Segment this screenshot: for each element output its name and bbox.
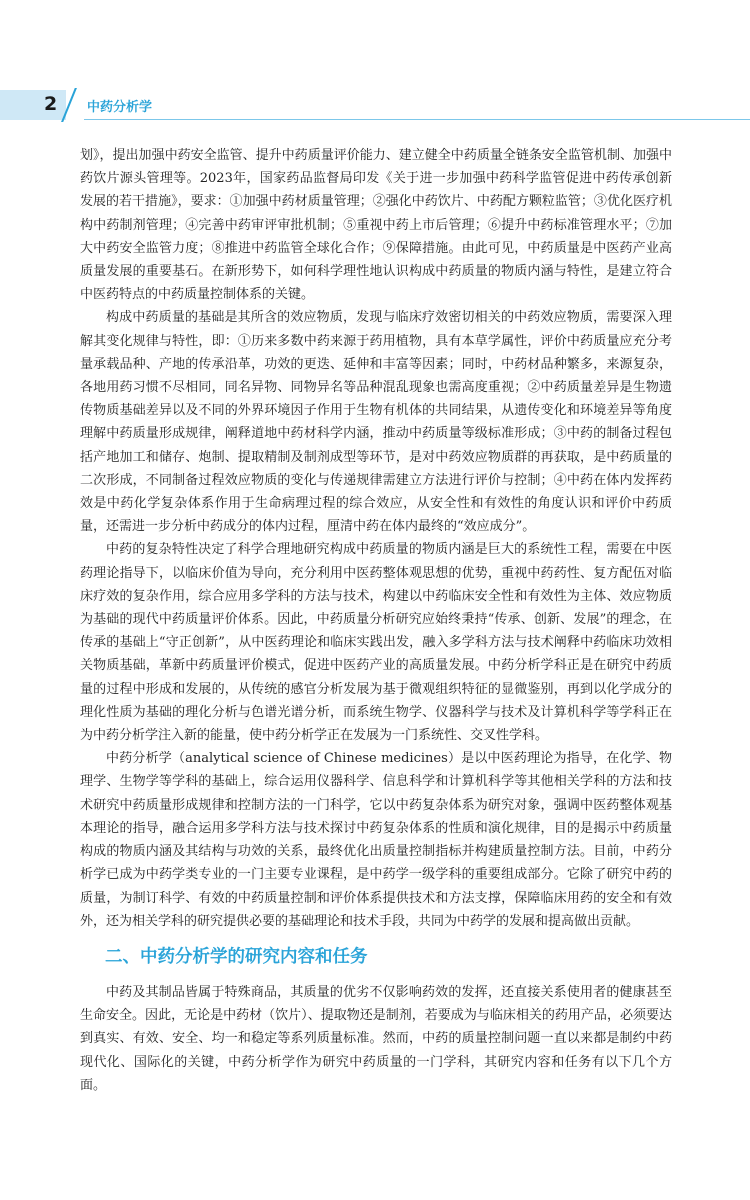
header-slash-divider [60,88,78,122]
page-number: 2 [44,93,58,115]
section-heading: 二、中药分析学的研究内容和任务 [105,946,368,967]
body-paragraph-3: 中药的复杂特性决定了科学合理地研究构成中药质量的物质内涵是巨大的系统性工程，需要在中医药理论指导下，以临床价值为导向，充分利用中医药整体观思想的优势，重视中药药性、复方配伍对临床疗效的复杂作用，综合应用多学科的方法与技术，构建以中药临床安全性和有效性为主体、效应物质为基础的现代中药质量评价体系。因此，中药质量分析研究应始终秉持“传承、创新、发展”的理念，在传承的基础上“守正创新”，从中医药理论和临床实践出发，融入多学科方法与技术阐释中药临床功效相关物质基础，革新中药质量评价模式，促进中医药产业的高质量发展。中药分析学科正是在研究中药质量的过程中形成和发展的，从传统的感官分析发展为基于微观组织特征的显微鉴别，再到以化学成分的理化性质为基础的理化分析与色谱光谱分析，而系统生物学、仪器科学与技术及计算机科学等学科正在为中药分析学注入新的能量，使中药分析学正在发展为一门系统性、交叉性学科。 [80,542,672,744]
page-body [80,144,672,1097]
page-header [0,90,750,120]
running-chapter-title: 中药分析学 [87,100,153,115]
body-paragraph-1: 划》，提出加强中药安全监管、提升中药质量评价能力、建立健全中药质量全链条安全监管机制、加强中药饮片源头管理等。2023年，国家药品监督局印发《关于进一步加强中药科学监管促进中药传承创新发展的若干措施》，要求：①加强中药材质量管理；②强化中药饮片、中药配方颗粒监管；③优化医疗机构中药制剂管理；④完善中药审评审批机制；⑤重视中药上市后管理；⑥提升中药标准管理水平；⑦加大中药安全监管力度；⑧推进中药监管全球化合作；⑨保障措施。由此可见，中药质量是中医药产业高质量发展的重要基石。在新形势下，如何科学理性地认识构成中药质量的物质内涵与特性，是建立符合中医药特点的中药质量控制体系的关键。 [80,148,672,303]
body-paragraph-5: 中药及其制品皆属于特殊商品，其质量的优劣不仅影响药效的发挥，还直接关系使用者的健康甚至生命安全。因此，无论是中药材（饮片）、提取物还是制剂，若要成为与临床相关的药用产品，必须要达到真实、有效、安全、均一和稳定等系列质量标准。然而，中药的质量控制问题一直以来都是制约中药现代化、国际化的关键，中药分析学作为研究中药质量的一门学科，其研究内容和任务有以下几个方面。 [80,984,672,1093]
body-paragraph-4: 中药分析学（analytical science of Chinese medicines）是以中医药理论为指导，在化学、物理学、生物学等学科的基础上，综合运用仪器科学、信息科学和计算机科学等其他相关学科的方法和技术研究中药质量形成规律和控制方法的一门科学，它以中药复杂体系为研究对象，强调中医药整体观基本理论的指导，融合运用多学科方法与技术探讨中药复杂体系的性质和演化规律，目的是揭示中药质量构成的物质内涵及其结构与功效的关系，最终优化出质量控制指标并构建质量控制方法。目前，中药分析学已成为中药学类专业的一门主要专业课程，是中药学一级学科的重要组成部分。它除了研究中药的质量，为制订科学、有效的中药质量控制和评价体系提供技术和方法支撑，保障临床用药的安全和有效外，还为相关学科的研究提供必要的基础理论和技术手段，共同为中药学的发展和提高做出贡献。 [80,751,672,929]
header-rule [84,119,750,120]
body-paragraph-2: 构成中药质量的基础是其所含的效应物质，发现与临床疗效密切相关的中药效应物质，需要深入理解其变化规律与特性，即：①历来多数中药来源于药用植物，具有本草学属性，评价中药质量应充分考量承载品种、产地的传承沿革，功效的更迭、延伸和丰富等因素；同时，中药材品种繁多，来源复杂，各地用药习惯不尽相同，同名异物、同物异名等品种混乱现象也需高度重视；②中药质量差异是生物遗传物质基础差异以及不同的外界环境因子作用于生物有机体的共同结果，从遗传变化和环境差异等角度理解中药质量形成规律，阐释道地中药材科学内涵，推动中药质量等级标准形成；③中药的制备过程包括产地加工和储存、炮制、提取精制及制剂成型等环节，是对中药效应物质群的再获取，是中药质量的二次形成，不同制备过程效应物质的变化与传递规律需建立方法进行评价与控制；④中药在体内发挥药效是中药化学复杂体系作用于生命病理过程的综合效应，从安全性和有效性的角度认识和评价中药质量，还需进一步分析中药成分的体内过程，厘清中药在体内最终的“效应成分”。 [80,310,672,535]
